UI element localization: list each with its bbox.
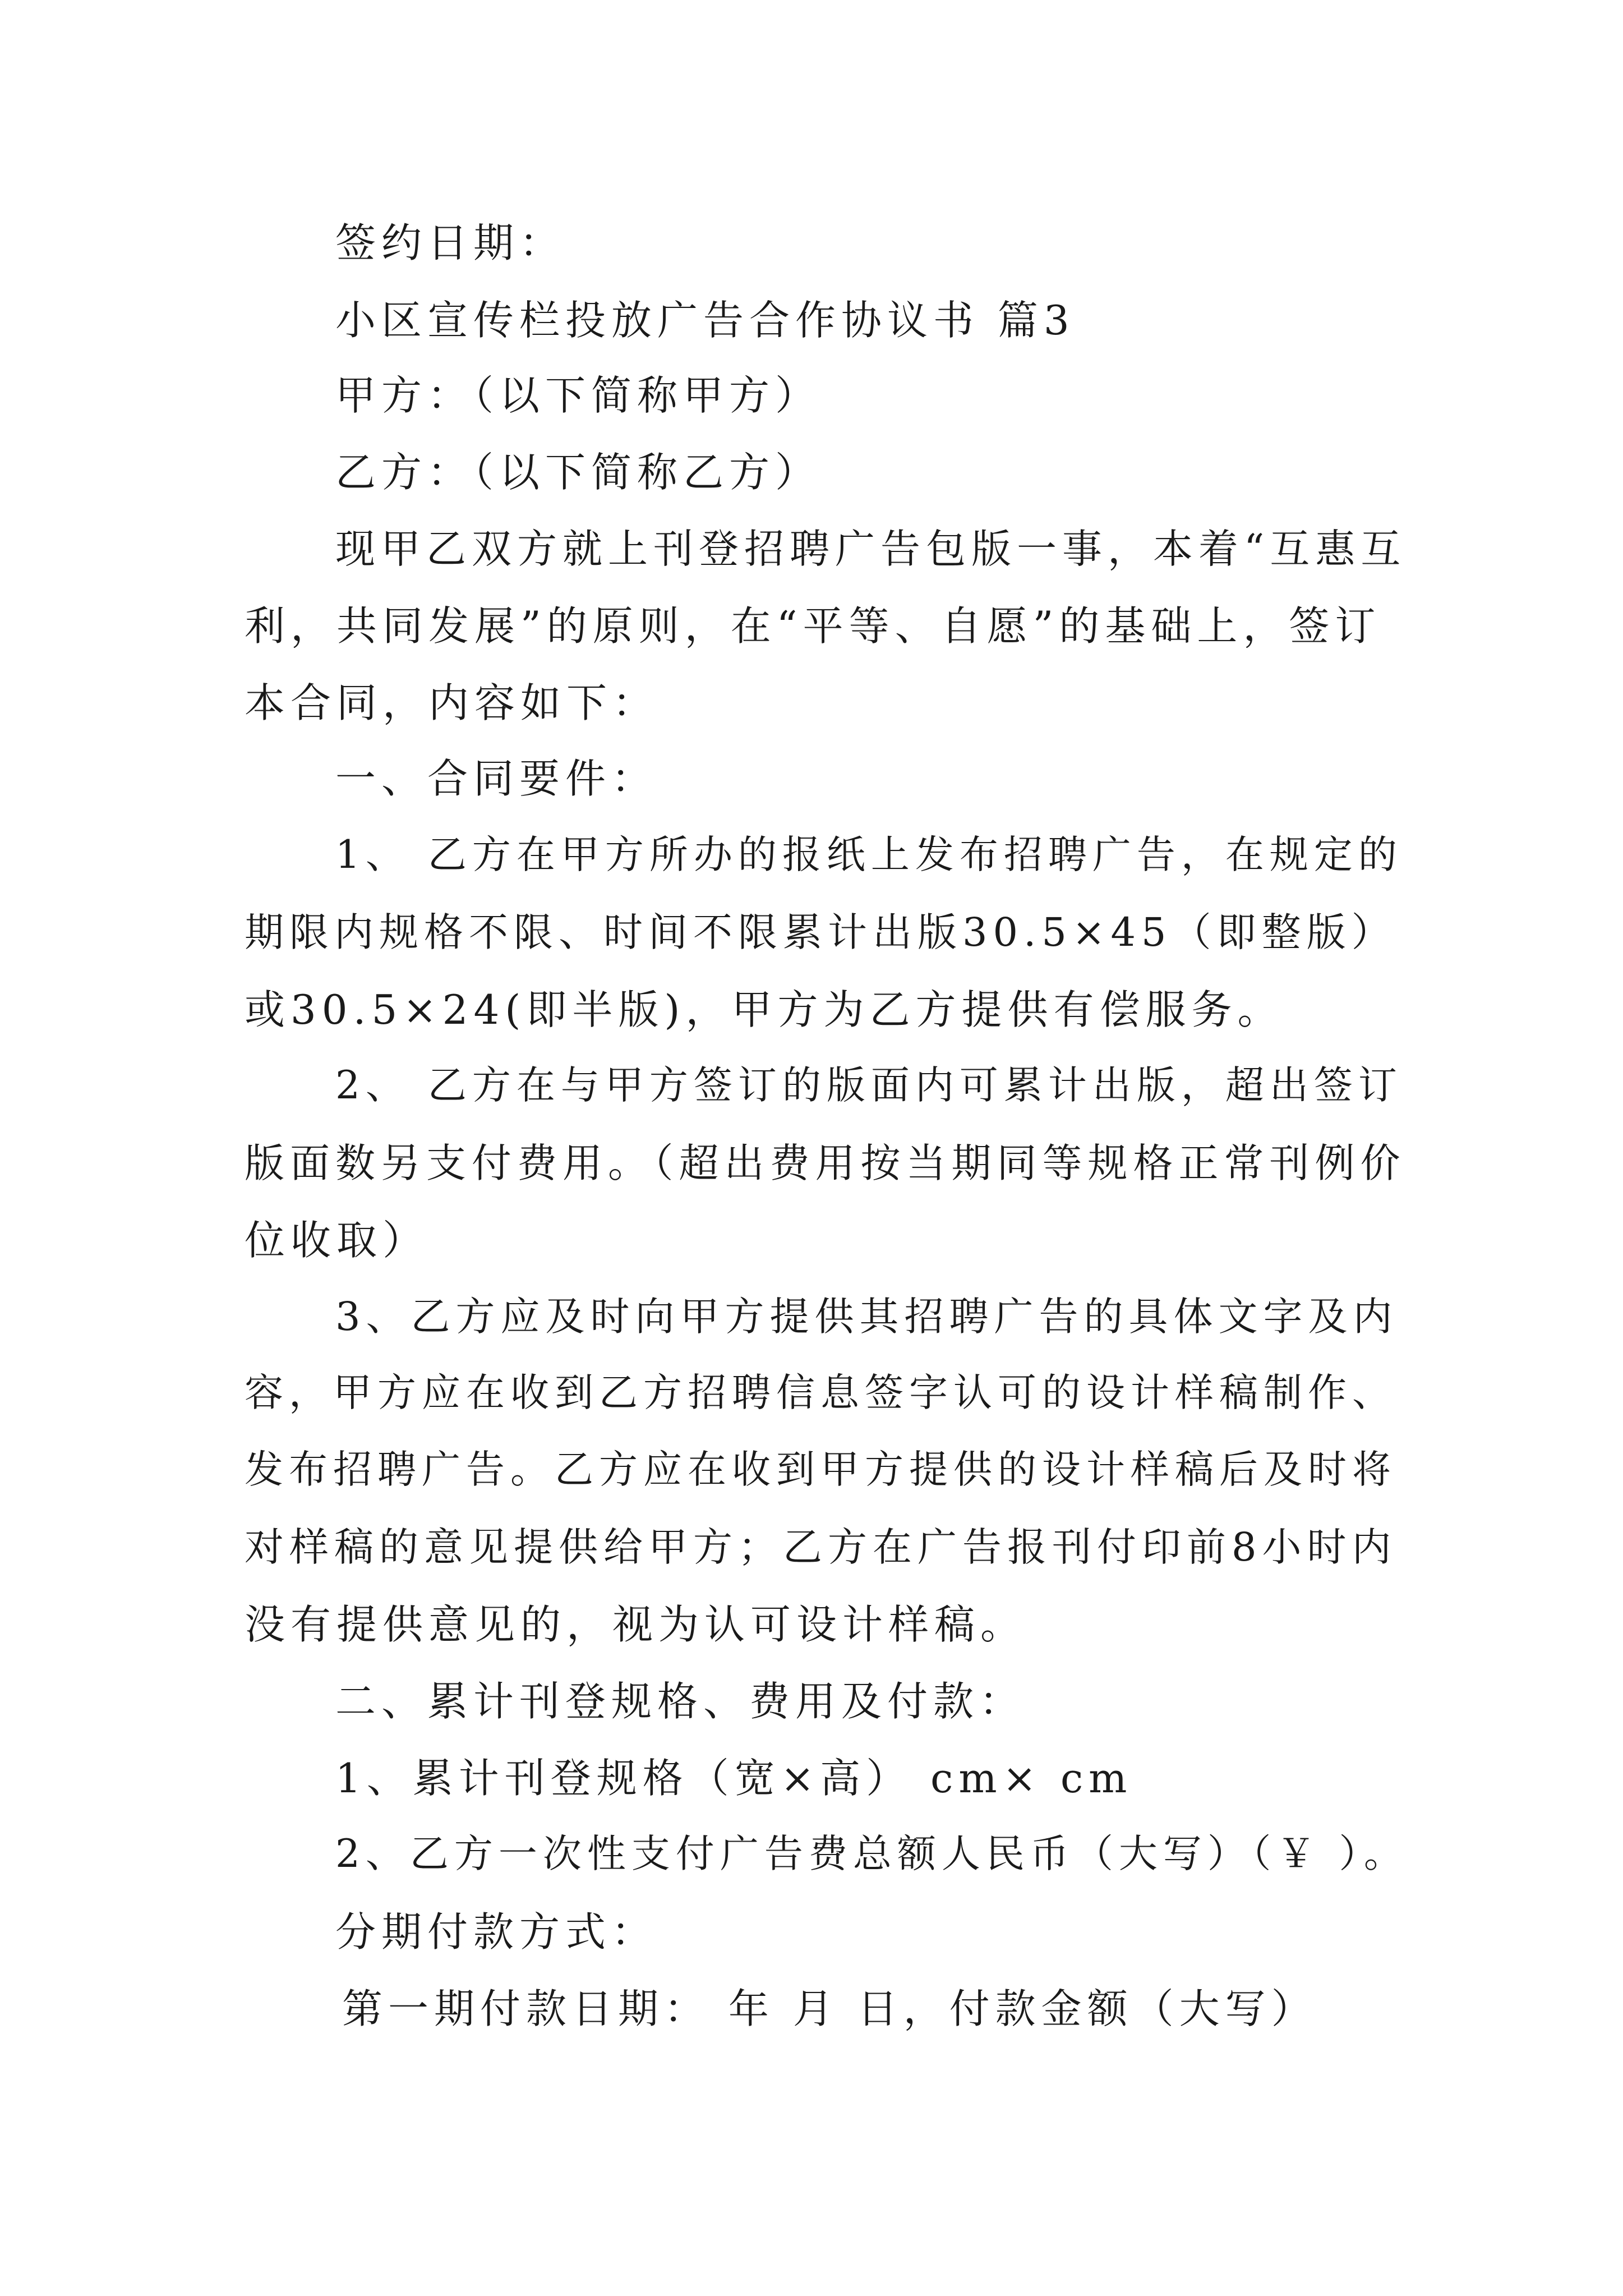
clause-1-1-line-3: 或30.5×24(即半版)，甲方为乙方提供有偿服务。: [245, 986, 1284, 1033]
party-a-line: 甲方：（以下简称甲方）: [335, 372, 822, 419]
signing-date-line: 签约日期：: [335, 219, 566, 266]
first-installment-line: 第一期付款日期： 年 月 日，付款金额（大写）: [342, 1985, 1317, 2032]
clause-1-2-line-2: 版面数另支付费用。（超出费用按当期同等规格正常刊例价: [245, 1140, 1406, 1186]
intro-paragraph-line-2: 利，共同发展”的原则，在“平等、自愿”的基础上，签订: [245, 602, 1381, 650]
document-title: 小区宣传栏投放广告合作协议书 篇3: [335, 297, 1075, 344]
clause-1-3-line-3: 发布招聘广告。乙方应在收到甲方提供的设计样稿后及时将: [245, 1447, 1396, 1492]
clause-1-3-line-5: 没有提供意见的，视为认可设计样稿。: [245, 1601, 1027, 1648]
intro-paragraph-line-3: 本合同，内容如下：: [245, 679, 659, 726]
party-b-line: 乙方：（以下简称乙方）: [335, 449, 822, 496]
section-heading-2: 二、累计刊登规格、费用及付款：: [335, 1678, 1026, 1725]
installment-heading: 分期付款方式：: [335, 1908, 658, 1955]
clause-1-3-line-1: 3、乙方应及时向甲方提供其招聘广告的具体文字及内: [335, 1294, 1398, 1340]
clause-2-1: 1、累计刊登规格（宽×高） cm× cm: [335, 1755, 1133, 1802]
section-heading-1: 一、合同要件：: [335, 755, 658, 802]
clause-1-3-line-4: 对样稿的意见提供给甲方；乙方在广告报刊付印前8小时内: [245, 1524, 1397, 1570]
clause-1-1-line-1: 1、 乙方在甲方所办的报纸上发布招聘广告，在规定的: [335, 832, 1403, 877]
clause-1-2-line-1: 2、 乙方在与甲方签订的版面内可累计出版，超出签订: [335, 1063, 1403, 1108]
clause-1-1-line-2: 期限内规格不限、时间不限累计出版30.5×45（即整版）: [245, 909, 1396, 955]
clause-1-3-line-2: 容，甲方应在收到乙方招聘信息签字认可的设计样稿制作、: [245, 1370, 1396, 1415]
intro-paragraph-line-1: 现甲乙双方就上刊登招聘广告包版一事，本着“互惠互: [335, 526, 1407, 572]
clause-2-2: 2、乙方一次性支付广告费总额人民币（大写）（￥ ）。: [335, 1832, 1408, 1876]
clause-1-2-line-3: 位收取）: [245, 1217, 429, 1264]
